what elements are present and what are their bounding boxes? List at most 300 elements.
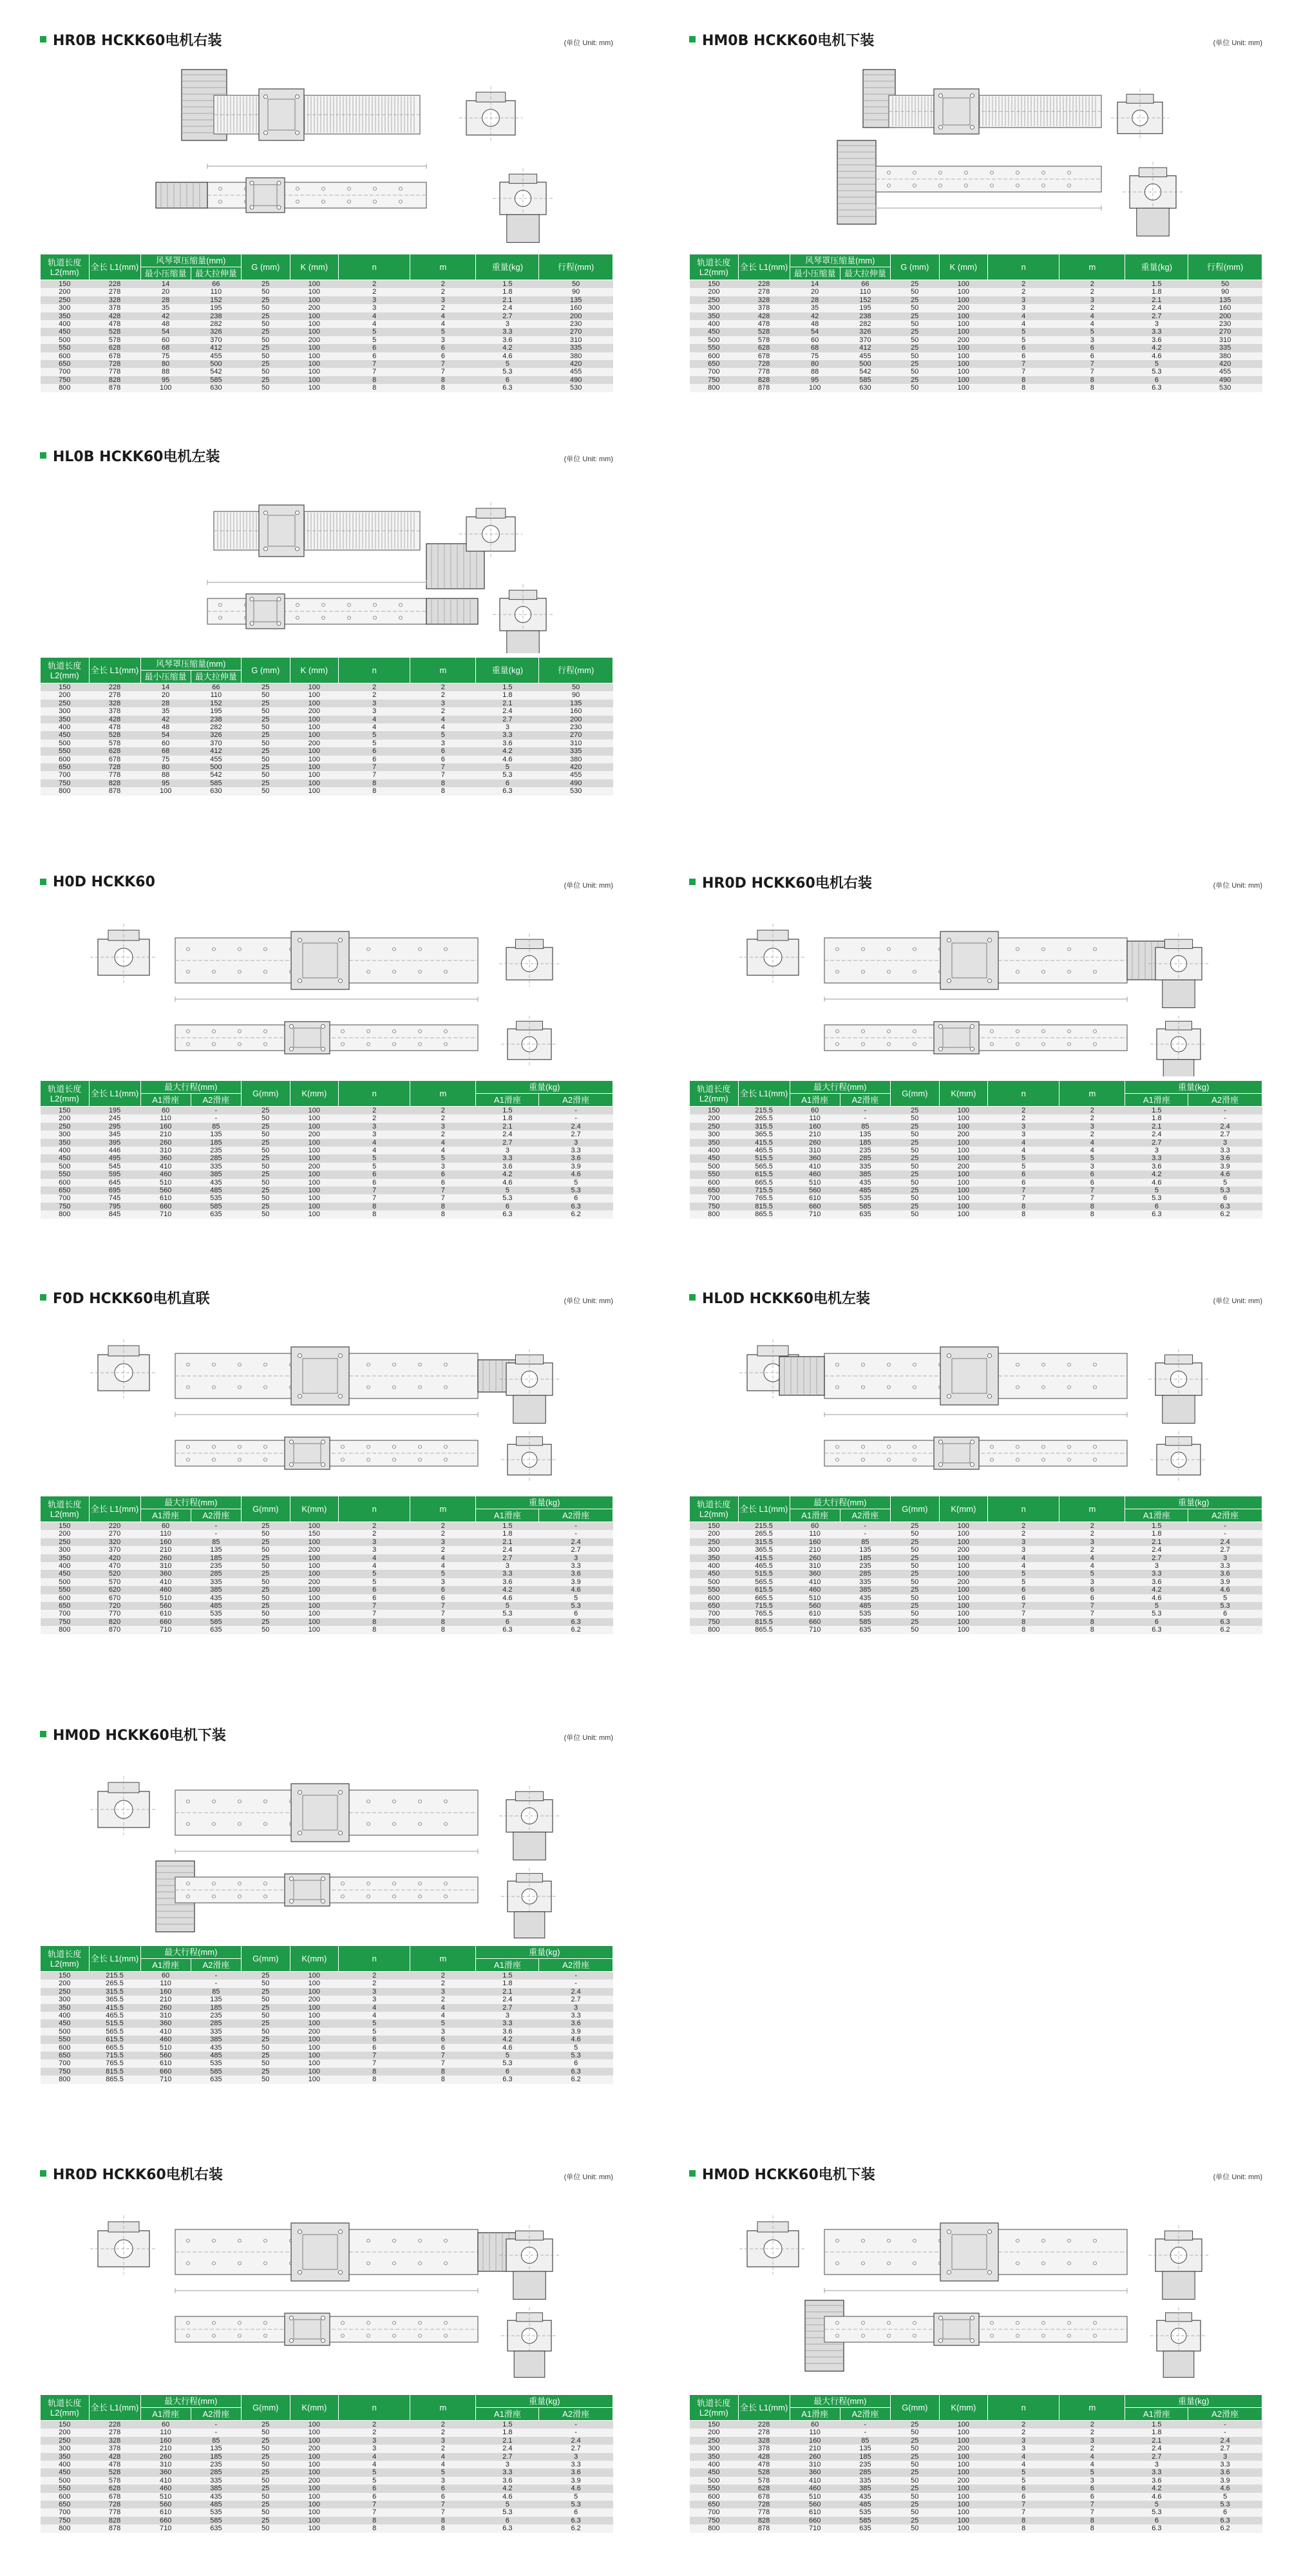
table-cell: 2 (410, 2445, 476, 2452)
table-cell: 510 (790, 1594, 840, 1602)
table-row (41, 1179, 613, 1187)
spec-table (40, 1080, 613, 1219)
end-view (459, 502, 523, 558)
table-cell: 100 (939, 2524, 988, 2532)
table-cell: 3.6 (1125, 336, 1188, 344)
table-row (690, 2477, 1262, 2485)
table-cell: 4.6 (539, 1170, 613, 1178)
table-cell: 3.9 (539, 1163, 613, 1170)
carriage (285, 1022, 330, 1054)
column-header: 重量(kg) (476, 1496, 613, 1509)
table-cell: 25 (242, 1586, 290, 1594)
table-cell: 300 (690, 1546, 739, 1554)
table-cell: 6 (1188, 1610, 1262, 1617)
table-cell: 300 (690, 1131, 739, 1138)
table-cell: 25 (891, 2421, 940, 2429)
table-cell: 510 (790, 2493, 840, 2501)
table-cell: 5.3 (1188, 1602, 1262, 1610)
table-row (41, 723, 613, 731)
table-cell: 3 (1188, 2453, 1262, 2461)
column-header: 全长 L1(mm) (89, 2395, 140, 2421)
table-cell: 135 (840, 2445, 890, 2452)
table-cell: 8 (1059, 1210, 1125, 1218)
title-marker-icon (40, 452, 46, 459)
table-cell: 2.4 (539, 1538, 613, 1546)
table-cell: 6 (410, 2485, 476, 2492)
table-cell: 500 (41, 1163, 90, 1170)
table-cell: 5 (988, 1163, 1059, 1170)
table-cell: 7 (339, 2052, 410, 2059)
table-cell: 100 (290, 771, 339, 779)
table-cell: 4.6 (1125, 352, 1188, 360)
table-row (690, 2445, 1262, 2452)
table-cell: 2.4 (476, 707, 539, 715)
table-cell: 3 (410, 739, 476, 747)
table-cell: 100 (939, 1179, 988, 1187)
table-cell: 4 (410, 2012, 476, 2019)
table-cell: 95 (140, 376, 191, 384)
table-cell: 85 (191, 1538, 241, 1546)
table-cell: 2 (410, 1996, 476, 2003)
technical-drawing (79, 473, 613, 653)
table-cell: 600 (690, 1594, 739, 1602)
table-cell: 185 (840, 1554, 890, 1562)
table-cell: 8 (339, 787, 410, 795)
table-cell: 550 (41, 1170, 90, 1178)
table-cell: 500 (690, 1578, 739, 1586)
table-cell: 415.5 (738, 1554, 790, 1562)
table-cell: 6 (339, 352, 410, 360)
table-cell: 100 (939, 368, 988, 376)
table-cell: 2.1 (1125, 1538, 1188, 1546)
table-cell: 25 (242, 1522, 290, 1531)
table-row (690, 1522, 1262, 1531)
table-cell: 7 (988, 2508, 1059, 2516)
table-cell: 8 (410, 2068, 476, 2075)
column-header: 轨道长度 L2(mm) (690, 1496, 739, 1522)
table-cell: 385 (191, 1586, 241, 1594)
table-cell: 160 (140, 2437, 191, 2445)
table-cell: 435 (840, 1179, 890, 1187)
technical-drawing (79, 1751, 613, 1942)
table-cell: 350 (41, 2004, 90, 2012)
table-cell: 210 (790, 2445, 840, 2452)
table-cell: 628 (738, 2485, 790, 2492)
table-cell: 100 (939, 288, 988, 296)
table-cell: 385 (191, 2036, 241, 2043)
table-cell: 7 (1059, 360, 1125, 368)
table-cell: 100 (290, 1114, 339, 1122)
table-cell: - (539, 1114, 613, 1122)
end-view (90, 2215, 157, 2275)
table-cell: 3 (1059, 2437, 1125, 2445)
table-cell: 828 (89, 376, 140, 384)
table-cell: 260 (790, 2453, 840, 2461)
table-cell: 2 (410, 1546, 476, 1554)
table-cell: 4.6 (539, 1586, 613, 1594)
column-header: 轨道长度 L2(mm) (690, 1081, 739, 1107)
spec-section-h0d (40, 871, 613, 1221)
table-cell: 360 (140, 1154, 191, 1162)
table-cell: 100 (939, 1210, 988, 1218)
table-cell: 6.3 (1188, 2517, 1262, 2524)
table-cell: 500 (41, 739, 90, 747)
table-cell: 150 (41, 1972, 90, 1980)
column-header: K (mm) (939, 254, 988, 280)
table-cell: 100 (939, 384, 988, 392)
table-cell: 6.2 (539, 2524, 613, 2532)
table-cell: 3 (1059, 1123, 1125, 1131)
table-cell: 578 (738, 2477, 790, 2485)
column-header: 行程(mm) (539, 254, 613, 280)
table-cell: 100 (290, 691, 339, 699)
table-cell: 878 (89, 384, 140, 392)
table-cell: 2.7 (1188, 1131, 1262, 1138)
table-cell: 100 (290, 763, 339, 771)
table-cell: 6 (410, 747, 476, 755)
table-cell: 3.3 (476, 328, 539, 336)
table-cell: 365.5 (738, 1131, 790, 1138)
table-cell: 3.9 (1188, 1578, 1262, 1586)
table-cell: 455 (1188, 368, 1262, 376)
table-cell: 100 (290, 288, 339, 296)
table-cell: 535 (840, 1610, 890, 1617)
table-cell: 100 (290, 1610, 339, 1617)
table-cell: 50 (242, 288, 290, 296)
column-header: n (339, 2395, 410, 2421)
table-cell: 25 (242, 1107, 290, 1115)
table-cell: 615.5 (738, 1170, 790, 1178)
column-header: G(mm) (242, 1496, 290, 1522)
table-cell: 5 (1125, 2501, 1188, 2508)
table-cell: 535 (840, 1194, 890, 1202)
table-cell: 1.8 (1125, 288, 1188, 296)
table-cell: 485 (191, 2052, 241, 2059)
table-cell: 8 (988, 1626, 1059, 1634)
table-cell: 1.5 (1125, 280, 1188, 289)
table-cell: 2 (988, 288, 1059, 296)
table-cell: 2 (1059, 1131, 1125, 1138)
table-cell: 495 (89, 1154, 140, 1162)
table-cell: 135 (191, 1131, 241, 1138)
end-view (1150, 1016, 1207, 1076)
table-row (41, 1972, 613, 1980)
table-cell: 50 (242, 1578, 290, 1586)
column-subheader: A1滑座 (1125, 2408, 1188, 2421)
table-cell: 210 (140, 1546, 191, 1554)
column-header: n (988, 1081, 1059, 1107)
table-row (41, 1187, 613, 1194)
table-cell: 2.4 (476, 1546, 539, 1554)
table-cell: 110 (840, 288, 890, 296)
table-cell: 14 (140, 280, 191, 289)
column-header: 重量(kg) (1125, 2395, 1262, 2408)
table-cell: 3 (539, 1554, 613, 1562)
table-cell: 5 (539, 1594, 613, 1602)
table-cell: 200 (690, 2428, 739, 2436)
table-cell: 4.6 (476, 2044, 539, 2052)
table-cell: 50 (242, 1546, 290, 1554)
table-cell: 542 (840, 368, 890, 376)
table-row (41, 384, 613, 392)
table-cell: 265.5 (738, 1114, 790, 1122)
title-marker-icon (40, 1294, 46, 1301)
table-row (690, 1602, 1262, 1610)
table-cell: 100 (939, 2485, 988, 2492)
spec-section-hr0d (689, 871, 1262, 1221)
table-cell: 8 (410, 2075, 476, 2083)
table-cell: 100 (939, 1139, 988, 1147)
table-cell: 68 (140, 344, 191, 352)
table-cell: 100 (939, 2461, 988, 2468)
table-cell: 800 (41, 384, 90, 392)
carriage (285, 2313, 330, 2345)
table-row (41, 344, 613, 352)
table-row (41, 700, 613, 707)
table-cell: 6 (410, 1179, 476, 1187)
table-cell: 3.3 (1125, 1570, 1188, 1578)
table-cell: 25 (242, 731, 290, 739)
table-cell: - (840, 1530, 890, 1538)
table-row (690, 1610, 1262, 1617)
column-header: m (1059, 2395, 1125, 2421)
table-cell: 395 (89, 1139, 140, 1147)
table-cell: 25 (891, 1203, 940, 1210)
table-cell: 550 (41, 2485, 90, 2492)
table-cell: 5 (1059, 328, 1125, 336)
table-cell: 25 (242, 2501, 290, 2508)
table-cell: 328 (738, 296, 790, 304)
table-cell: 185 (191, 2004, 241, 2012)
table-cell: 90 (539, 691, 613, 699)
table-cell: 4 (1059, 1562, 1125, 1570)
end-view (90, 1339, 157, 1398)
table-cell: 8 (339, 376, 410, 384)
table-cell: 200 (939, 2477, 988, 2485)
table-cell: 100 (939, 344, 988, 352)
table-cell: 750 (690, 376, 739, 384)
table-cell: - (191, 1530, 241, 1538)
table-cell: 4 (988, 2461, 1059, 2468)
table-cell: 6 (476, 2068, 539, 2075)
table-cell: 542 (191, 368, 241, 376)
dimension-line (175, 2288, 478, 2293)
table-cell: 6 (410, 1170, 476, 1178)
table-cell: 50 (891, 1546, 940, 1554)
table-cell: 3 (339, 2445, 410, 2452)
drawing-area (728, 899, 1262, 1076)
table-cell: 4.2 (1125, 344, 1188, 352)
end-view (1150, 2307, 1207, 2378)
table-cell: 100 (290, 779, 339, 787)
table-cell: 8 (410, 779, 476, 787)
table-cell: 278 (89, 691, 140, 699)
table-row (41, 2468, 613, 2476)
table-cell: 50 (242, 2059, 290, 2067)
table-cell: 2.4 (1125, 1546, 1188, 1554)
table-cell: 310 (140, 1562, 191, 1570)
table-cell: 3 (476, 2461, 539, 2468)
table-cell: 25 (891, 1586, 940, 1594)
table-cell: 25 (242, 1187, 290, 1194)
column-header: n (339, 1081, 410, 1107)
table-cell: 4.6 (476, 1179, 539, 1187)
section-title-text: HM0D HCKK60电机下装 (53, 1727, 226, 1744)
table-cell: 265.5 (89, 1980, 140, 1987)
table-cell: 6.2 (539, 1626, 613, 1634)
technical-drawing (79, 2191, 613, 2390)
carriage (246, 178, 285, 213)
table-cell: 25 (242, 1570, 290, 1578)
table-cell: 4 (339, 2004, 410, 2012)
table-row (41, 360, 613, 368)
table-cell: 25 (242, 1972, 290, 1980)
table-cell: 200 (290, 707, 339, 715)
dimension-line (876, 205, 1101, 211)
table-cell: 100 (290, 2059, 339, 2067)
table-cell: 815.5 (738, 1618, 790, 1626)
column-header: 轨道长度 L2(mm) (690, 2395, 739, 2421)
table-cell: 135 (840, 1131, 890, 1138)
dimension-line (824, 2288, 1127, 2293)
table-cell: 4 (410, 1147, 476, 1154)
table-cell: 6.3 (476, 1626, 539, 1634)
table-cell: 378 (89, 304, 140, 312)
table-cell: 2.1 (1125, 296, 1188, 304)
table-cell: - (840, 1107, 890, 1115)
table-cell: 100 (290, 344, 339, 352)
column-header: m (1059, 1496, 1125, 1522)
table-cell: 285 (840, 1154, 890, 1162)
table-cell: 378 (89, 2445, 140, 2452)
table-cell: 335 (191, 2028, 241, 2036)
table-cell: 2 (1059, 2445, 1125, 2452)
table-cell: 3.3 (539, 2461, 613, 2468)
table-cell: 478 (89, 320, 140, 328)
table-cell: 628 (89, 2485, 140, 2492)
table-cell: 650 (41, 1602, 90, 1610)
table-cell: 50 (242, 756, 290, 763)
table-cell: 100 (290, 1562, 339, 1570)
table-cell: 50 (891, 1114, 940, 1122)
table-cell: 50 (891, 2428, 940, 2436)
table-cell: 530 (539, 787, 613, 795)
table-cell: 210 (790, 1546, 840, 1554)
table-cell: 100 (290, 2508, 339, 2516)
unit-label: (单位 Unit: mm) (1213, 2173, 1262, 2181)
table-cell: 210 (140, 2445, 191, 2452)
table-cell: 278 (89, 2428, 140, 2436)
table-cell: 100 (290, 700, 339, 707)
end-view (459, 86, 523, 142)
drawing-area (79, 1751, 613, 1942)
table-cell: 235 (191, 1562, 241, 1570)
table-cell: 7 (339, 360, 410, 368)
table-cell: 228 (89, 683, 140, 692)
table-cell: 2.1 (476, 1538, 539, 1546)
table-cell: 412 (840, 344, 890, 352)
table-cell: 370 (191, 336, 241, 344)
table-cell: 565.5 (738, 1578, 790, 1586)
table-cell: 435 (191, 2493, 241, 2501)
table-cell: 6 (539, 2508, 613, 2516)
table-cell: 110 (140, 1530, 191, 1538)
table-cell: 500 (41, 1578, 90, 1586)
table-cell: 110 (790, 1530, 840, 1538)
table-row (690, 1194, 1262, 1202)
table-cell: 60 (790, 1522, 840, 1531)
table-row (41, 2028, 613, 2036)
table-cell: 5 (410, 2019, 476, 2027)
table-cell: 4.6 (539, 2036, 613, 2043)
table-cell: 185 (840, 1139, 890, 1147)
table-cell: 3.3 (476, 2019, 539, 2027)
table-row (41, 1163, 613, 1170)
column-header: 最大行程(mm) (790, 1081, 890, 1094)
table-cell: 200 (690, 288, 739, 296)
table-cell: 3.3 (476, 1570, 539, 1578)
table-cell: 6 (339, 2044, 410, 2052)
table-cell: 728 (89, 763, 140, 771)
table-cell: 210 (790, 1131, 840, 1138)
table-row (41, 1170, 613, 1178)
table-cell: 628 (738, 344, 790, 352)
table-cell: 100 (290, 1602, 339, 1610)
table-row (41, 2501, 613, 2508)
column-header: 全长 L1(mm) (89, 254, 140, 280)
table-cell: 200 (290, 1131, 339, 1138)
table-row (41, 731, 613, 739)
table-cell: 380 (539, 352, 613, 360)
table-cell: 5.3 (539, 1187, 613, 1194)
table-cell: 25 (242, 328, 290, 336)
column-header: K(mm) (939, 1496, 988, 1522)
table-cell: 25 (242, 2468, 290, 2476)
table-cell: 2.7 (476, 1139, 539, 1147)
table-row (41, 1586, 613, 1594)
table-cell: 100 (290, 2068, 339, 2075)
table-cell: 3 (410, 336, 476, 344)
table-cell: 5 (410, 1570, 476, 1578)
table-cell: 54 (140, 731, 191, 739)
table-cell: 100 (290, 280, 339, 289)
table-row (41, 1578, 613, 1586)
table-cell: 260 (790, 1554, 840, 1562)
column-subheader: A2滑座 (539, 1959, 613, 1972)
table-cell: 6 (1125, 1203, 1188, 1210)
table-row (41, 1554, 613, 1562)
table-row (41, 1210, 613, 1218)
table-cell: 550 (690, 344, 739, 352)
table-cell: 7 (988, 1187, 1059, 1194)
table-cell: 385 (840, 1170, 890, 1178)
table-cell: 778 (738, 2508, 790, 2516)
table-cell: 5 (339, 1154, 410, 1162)
table-cell: 5.3 (539, 1602, 613, 1610)
table-cell: 100 (939, 352, 988, 360)
table-cell: 8 (410, 384, 476, 392)
column-subheader: 最小压缩量 (140, 671, 191, 683)
table-cell: 435 (191, 1594, 241, 1602)
table-cell: 5.3 (476, 1610, 539, 1617)
table-cell: 700 (41, 1610, 90, 1617)
table-cell: 2.4 (1188, 2437, 1262, 2445)
table-row (690, 1131, 1262, 1138)
table-cell: 6.3 (1188, 1618, 1262, 1626)
table-cell: 5 (339, 328, 410, 336)
table-cell: 135 (1188, 296, 1262, 304)
table-cell: 3 (410, 1538, 476, 1546)
